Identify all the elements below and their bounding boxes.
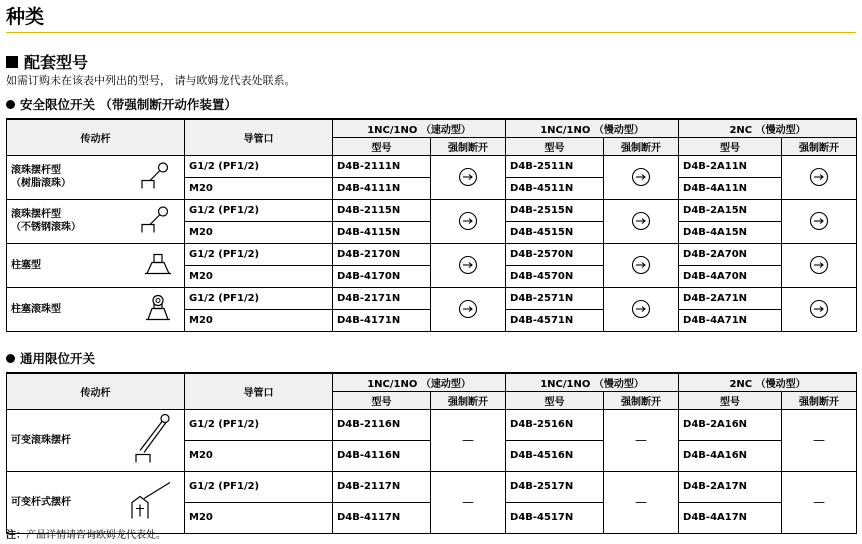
force-open-cell bbox=[604, 199, 679, 243]
force-open-cell bbox=[604, 287, 679, 331]
header-group3: 2NC （慢动型） bbox=[679, 373, 857, 391]
force-open-cell bbox=[604, 243, 679, 287]
table-row bbox=[7, 471, 857, 502]
conduit-cell: M20 bbox=[185, 177, 333, 199]
bullet-icon bbox=[6, 354, 15, 363]
model-cell: D4B-2A15N bbox=[679, 199, 782, 221]
conduit-cell: M20 bbox=[185, 440, 333, 471]
actuator-label: 柱塞滚珠型 bbox=[11, 303, 61, 315]
force-open-cell: — bbox=[604, 471, 679, 533]
force-open-cell bbox=[782, 155, 857, 199]
header-force-open: 强制断开 bbox=[604, 391, 679, 409]
conduit-cell: G1/2 (PF1/2) bbox=[185, 155, 333, 177]
force-open-cell bbox=[604, 155, 679, 199]
adjustable-rod-lever-icon bbox=[122, 481, 172, 524]
conduit-cell: M20 bbox=[185, 309, 333, 331]
header-group2: 1NC/1NO （慢动型） bbox=[506, 119, 679, 137]
force-open-cell: — bbox=[431, 409, 506, 471]
table-row bbox=[7, 155, 857, 177]
actuator-cell bbox=[7, 199, 185, 243]
header-group1: 1NC/1NO （速动型） bbox=[333, 373, 506, 391]
header-group3: 2NC （慢动型） bbox=[679, 119, 857, 137]
force-open-icon bbox=[458, 304, 478, 315]
force-open-cell: — bbox=[431, 471, 506, 533]
conduit-cell: M20 bbox=[185, 265, 333, 287]
conduit-cell: M20 bbox=[185, 502, 333, 533]
model-cell: D4B-4571N bbox=[506, 309, 604, 331]
force-open-icon bbox=[809, 172, 829, 183]
actuator-cell bbox=[7, 243, 185, 287]
model-cell: D4B-2116N bbox=[333, 409, 431, 440]
bullet-icon bbox=[6, 100, 15, 109]
force-open-icon bbox=[809, 216, 829, 227]
model-cell: D4B-2111N bbox=[333, 155, 431, 177]
roller-plunger-icon bbox=[144, 294, 172, 325]
force-open-icon bbox=[809, 260, 829, 271]
header-conduit: 导管口 bbox=[185, 119, 333, 155]
model-cell: D4B-4A71N bbox=[679, 309, 782, 331]
force-open-icon bbox=[458, 216, 478, 227]
model-cell: D4B-2170N bbox=[333, 243, 431, 265]
model-cell: D4B-4A16N bbox=[679, 440, 782, 471]
title-divider bbox=[6, 32, 856, 33]
footnote-text: 产品详情请咨询欧姆龙代表处。 bbox=[26, 530, 166, 541]
model-cell: D4B-4116N bbox=[333, 440, 431, 471]
header-group2: 1NC/1NO （慢动型） bbox=[506, 373, 679, 391]
model-cell: D4B-2A70N bbox=[679, 243, 782, 265]
header-force-open: 强制断开 bbox=[431, 391, 506, 409]
model-cell: D4B-2A71N bbox=[679, 287, 782, 309]
header-model: 型号 bbox=[506, 391, 604, 409]
model-cell: D4B-2571N bbox=[506, 287, 604, 309]
force-open-icon bbox=[458, 260, 478, 271]
section-title: 配套型号 bbox=[24, 53, 89, 72]
model-cell: D4B-2517N bbox=[506, 471, 604, 502]
model-cell: D4B-4111N bbox=[333, 177, 431, 199]
table2-heading bbox=[6, 349, 95, 367]
actuator-cell bbox=[7, 409, 185, 471]
table2-title: 通用限位开关 bbox=[20, 351, 96, 366]
model-cell: D4B-4A17N bbox=[679, 502, 782, 533]
model-cell: D4B-4A11N bbox=[679, 177, 782, 199]
square-bullet-icon bbox=[6, 56, 18, 68]
model-cell: D4B-4516N bbox=[506, 440, 604, 471]
footnote bbox=[6, 526, 166, 541]
header-force-open: 强制断开 bbox=[782, 137, 857, 155]
force-open-cell: — bbox=[782, 471, 857, 533]
page-title: 种类 bbox=[6, 6, 45, 28]
model-cell: D4B-4515N bbox=[506, 221, 604, 243]
table1-title: 安全限位开关 （带强制断开动作装置） bbox=[20, 97, 237, 112]
table-row bbox=[7, 409, 857, 440]
force-open-cell: — bbox=[604, 409, 679, 471]
header-conduit: 导管口 bbox=[185, 373, 333, 409]
force-open-cell bbox=[431, 199, 506, 243]
force-open-cell bbox=[431, 243, 506, 287]
actuator-label: 可变杆式摆杆 bbox=[11, 496, 71, 508]
model-cell: D4B-2A11N bbox=[679, 155, 782, 177]
model-cell: D4B-4570N bbox=[506, 265, 604, 287]
header-model: 型号 bbox=[506, 137, 604, 155]
section-heading bbox=[6, 50, 88, 73]
header-model: 型号 bbox=[333, 137, 431, 155]
general-switch-table bbox=[6, 372, 857, 534]
force-open-icon bbox=[809, 304, 829, 315]
section-note: 如需订购未在该表中列出的型号， 请与欧姆龙代表处联系。 bbox=[6, 74, 296, 87]
force-open-cell bbox=[431, 155, 506, 199]
header-model: 型号 bbox=[679, 391, 782, 409]
force-open-cell: — bbox=[782, 409, 857, 471]
actuator-label: 柱塞型 bbox=[11, 259, 41, 271]
roller-lever-icon bbox=[138, 162, 172, 193]
force-open-icon bbox=[631, 304, 651, 315]
force-open-icon bbox=[458, 172, 478, 183]
header-force-open: 强制断开 bbox=[431, 137, 506, 155]
model-cell: D4B-2570N bbox=[506, 243, 604, 265]
model-cell: D4B-2115N bbox=[333, 199, 431, 221]
model-cell: D4B-4115N bbox=[333, 221, 431, 243]
safety-switch-table bbox=[6, 118, 857, 332]
conduit-cell: G1/2 (PF1/2) bbox=[185, 409, 333, 440]
actuator-cell bbox=[7, 155, 185, 199]
model-cell: D4B-2515N bbox=[506, 199, 604, 221]
force-open-icon bbox=[631, 260, 651, 271]
header-force-open: 强制断开 bbox=[604, 137, 679, 155]
conduit-cell: G1/2 (PF1/2) bbox=[185, 199, 333, 221]
force-open-cell bbox=[782, 199, 857, 243]
actuator-label: 可变滚珠摆杆 bbox=[11, 434, 71, 446]
conduit-cell: G1/2 (PF1/2) bbox=[185, 287, 333, 309]
model-cell: D4B-2171N bbox=[333, 287, 431, 309]
adjustable-roller-lever-icon bbox=[132, 413, 172, 468]
force-open-cell bbox=[782, 287, 857, 331]
plunger-icon bbox=[144, 252, 172, 279]
header-model: 型号 bbox=[679, 137, 782, 155]
model-cell: D4B-2516N bbox=[506, 409, 604, 440]
force-open-cell bbox=[782, 243, 857, 287]
actuator-label: 滚珠摆杆型 （不锈钢滚珠） bbox=[11, 209, 81, 233]
header-actuator: 传动杆 bbox=[7, 373, 185, 409]
header-group1: 1NC/1NO （速动型） bbox=[333, 119, 506, 137]
model-cell: D4B-4A70N bbox=[679, 265, 782, 287]
table-row bbox=[7, 287, 857, 309]
model-cell: D4B-2A17N bbox=[679, 471, 782, 502]
table-row bbox=[7, 243, 857, 265]
conduit-cell: M20 bbox=[185, 221, 333, 243]
conduit-cell: G1/2 (PF1/2) bbox=[185, 243, 333, 265]
header-model: 型号 bbox=[333, 391, 431, 409]
actuator-cell bbox=[7, 287, 185, 331]
roller-lever-icon bbox=[138, 206, 172, 237]
table1-heading bbox=[6, 95, 237, 113]
header-force-open: 强制断开 bbox=[782, 391, 857, 409]
header-actuator: 传动杆 bbox=[7, 119, 185, 155]
model-cell: D4B-2511N bbox=[506, 155, 604, 177]
force-open-icon bbox=[631, 216, 651, 227]
force-open-cell bbox=[431, 287, 506, 331]
model-cell: D4B-4171N bbox=[333, 309, 431, 331]
footnote-label: 注： bbox=[6, 530, 26, 541]
actuator-label: 滚珠摆杆型 （树脂滚珠） bbox=[11, 165, 71, 189]
force-open-icon bbox=[631, 172, 651, 183]
model-cell: D4B-2117N bbox=[333, 471, 431, 502]
model-cell: D4B-2A16N bbox=[679, 409, 782, 440]
model-cell: D4B-4170N bbox=[333, 265, 431, 287]
table-row bbox=[7, 199, 857, 221]
actuator-cell bbox=[7, 471, 185, 533]
model-cell: D4B-4511N bbox=[506, 177, 604, 199]
conduit-cell: G1/2 (PF1/2) bbox=[185, 471, 333, 502]
model-cell: D4B-4517N bbox=[506, 502, 604, 533]
model-cell: D4B-4A15N bbox=[679, 221, 782, 243]
model-cell: D4B-4117N bbox=[333, 502, 431, 533]
